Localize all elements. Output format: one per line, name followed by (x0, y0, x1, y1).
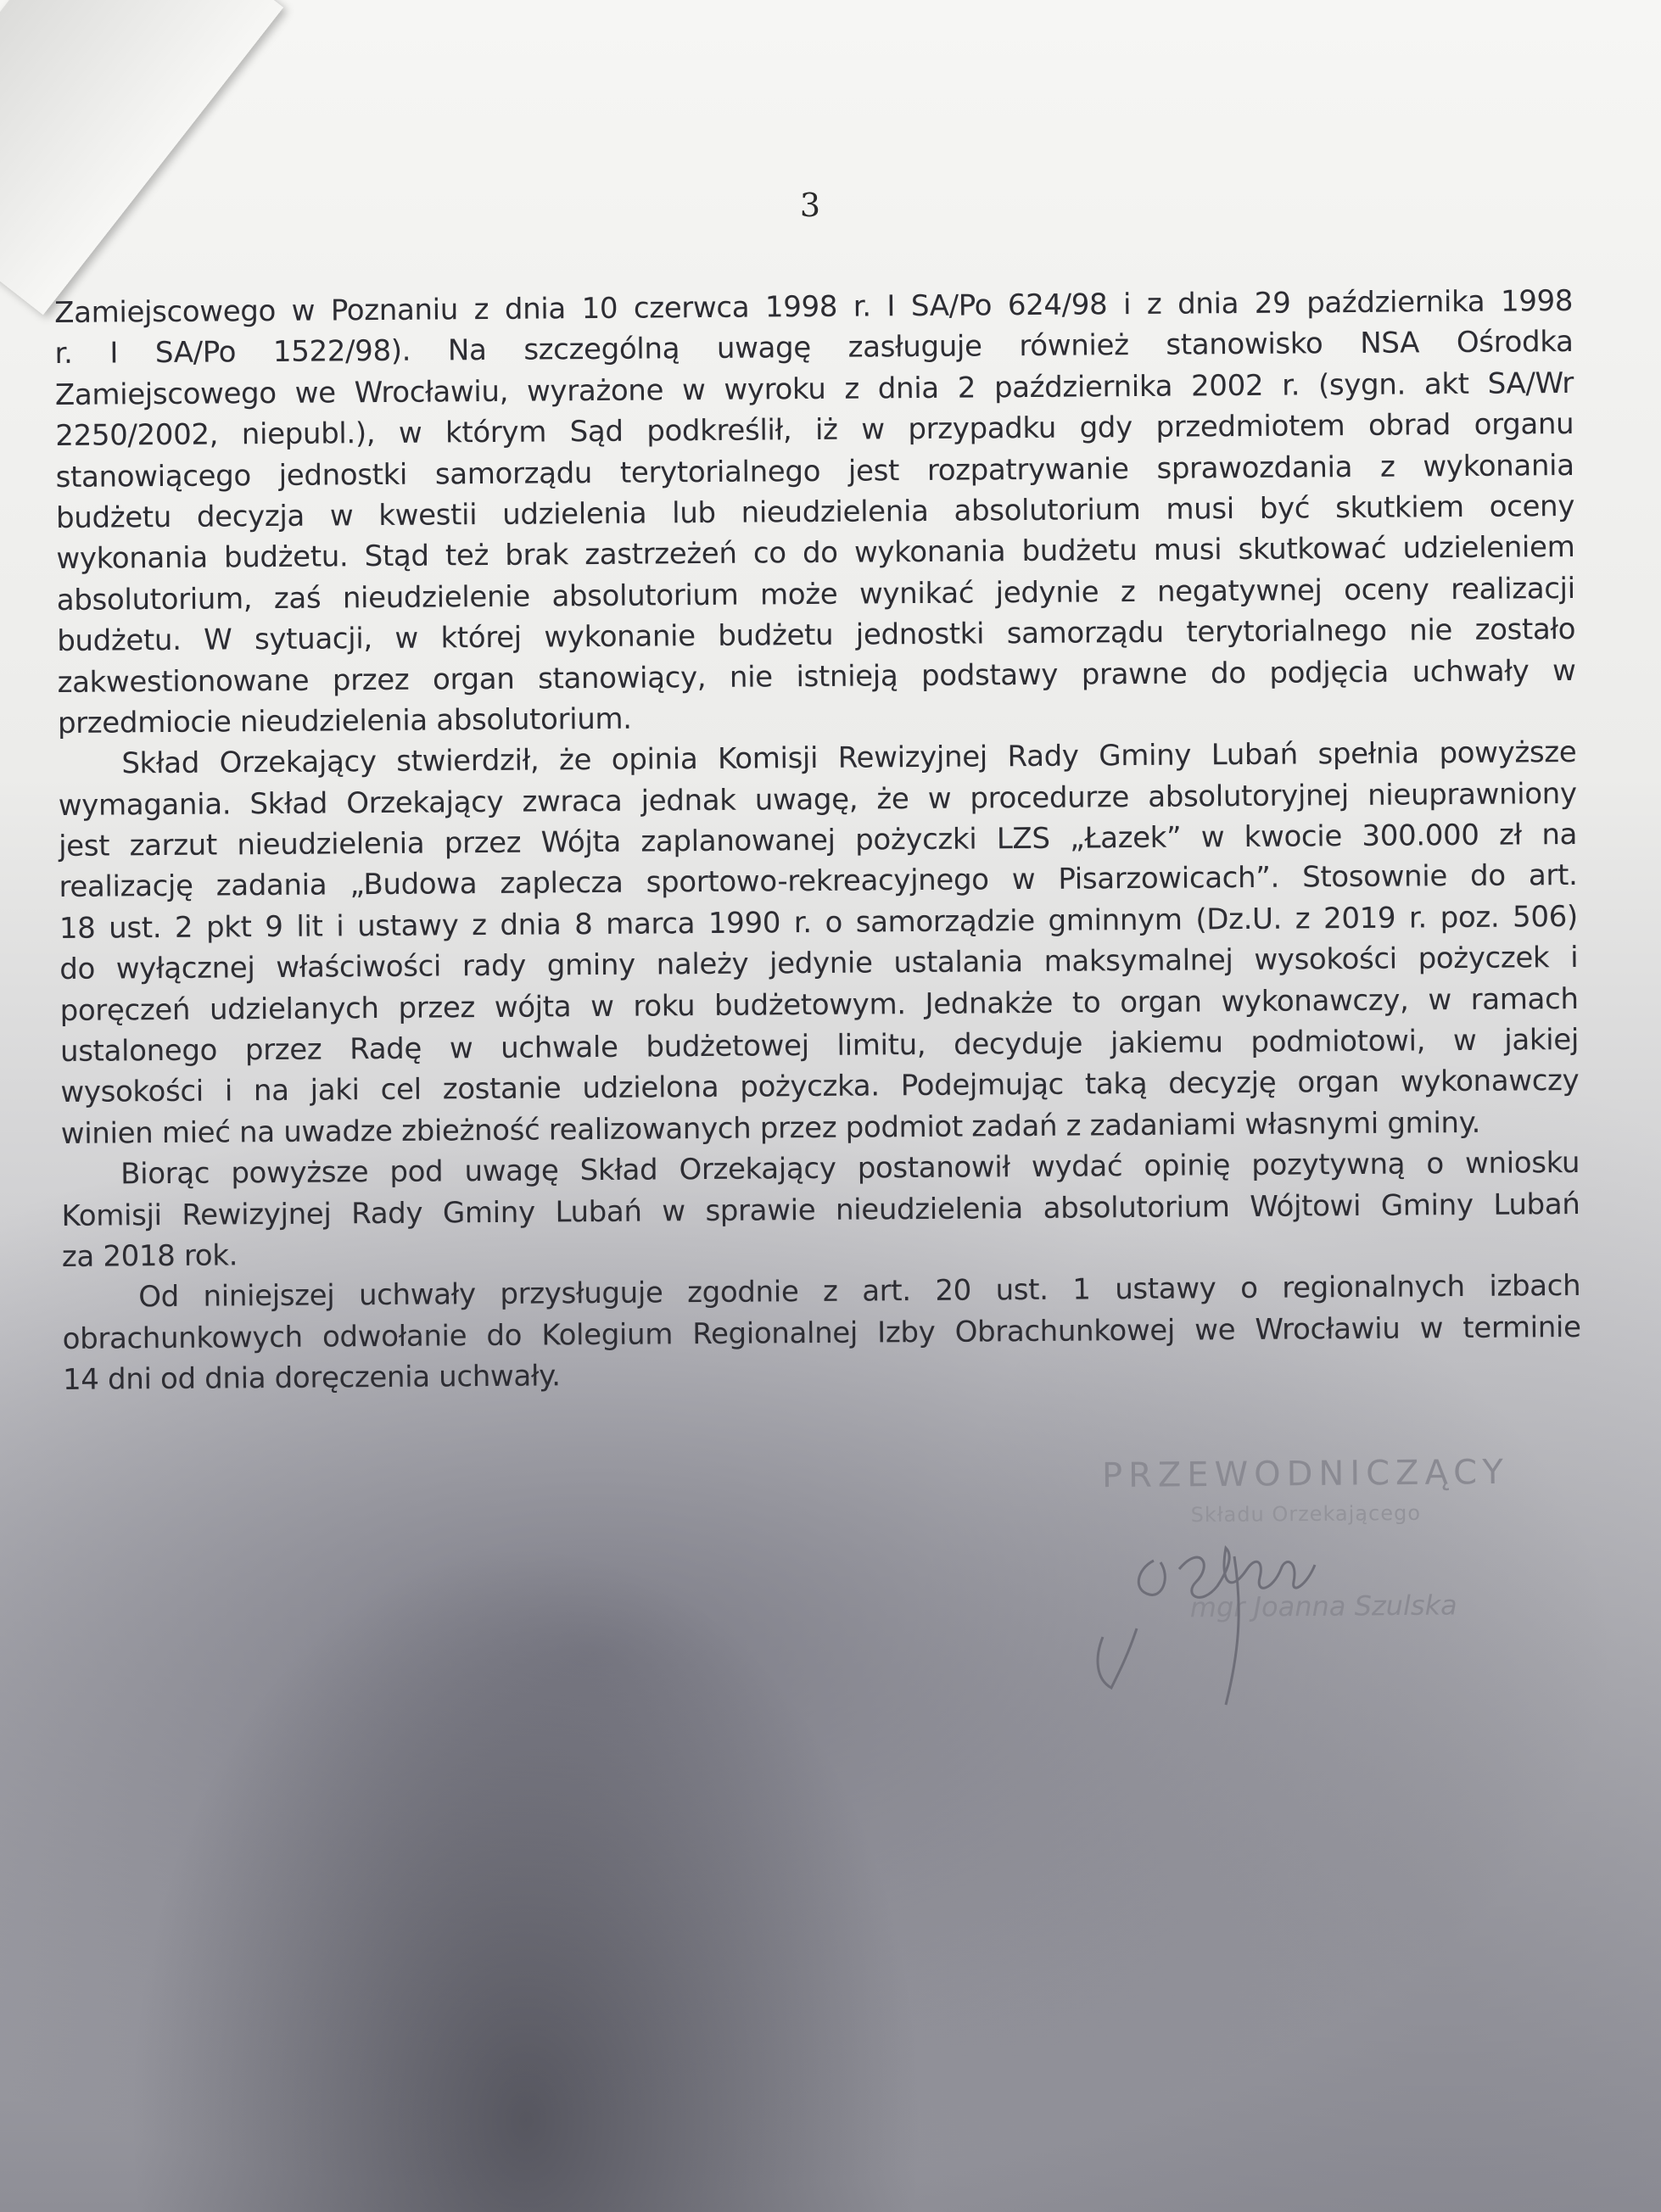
text-line: wykonania budżetu. Stąd też brak zastrzeżeń co do wykonania budżetu musi skutkować udzieleniem (56, 530, 1575, 577)
text-line: wysokości i na jaki cel zostanie udzielona pożyczka. Podejmując taką decyzję organ wykonawczy (60, 1064, 1580, 1110)
text-line: Biorąc powyższe pod uwagę Skład Orzekający postanowił wydać opinię pozytywną o wniosku (120, 1146, 1580, 1192)
document-body (54, 281, 1581, 1401)
signature-stroke (1098, 1628, 1137, 1688)
page-number: 3 (799, 187, 821, 224)
text-line: Komisji Rewizyjnej Rady Gminy Lubań w sprawie nieudzielenia absolutorium Wójtowi Gminy Lubań (61, 1187, 1580, 1233)
text-line: absolutorium, zaś nieudzielenie absolutorium może wynikać jedynie z negatywnej oceny realizacji (56, 571, 1575, 617)
text-line: do wyłącznej właściwości rady gminy należy jedynie ustalania maksymalnej wysokości pożyczek i (59, 941, 1579, 987)
text-line: 18 ust. 2 pkt 9 lit i ustawy z dnia 8 marca 1990 r. o samorządzie gminnym (Dz.U. z 2019 r. poz. 506) (59, 899, 1578, 946)
text-line: 14 dni od dnia doręczenia uchwały. (62, 1359, 561, 1398)
text-line: budżetu decyzja w kwestii udzielenia lub nieudzielenia absolutorium musi być skutkiem oceny (55, 489, 1575, 535)
text-line: ustalonego przez Radę w uchwale budżetowej limitu, decyduje jakiemu podmiotowi, w jakiej (59, 1022, 1580, 1070)
stamp-name: mgr Joanna Szulska (1189, 1589, 1457, 1624)
text-line: Od niniejszej uchwały przysługuje zgodnie z art. 20 ust. 1 ustawy o regionalnych izbach (138, 1269, 1581, 1315)
text-line: za 2018 rok. (61, 1238, 238, 1274)
text-line: Zamiejscowego we Wrocławiu, wyrażone w wyroku z dnia 2 października 2002 r. (sygn. akt SA/Wr (54, 366, 1574, 412)
text-line: Zamiejscowego w Poznaniu z dnia 10 czerwca 1998 r. I SA/Po 624/98 i z dnia 29 października 1998 (54, 283, 1574, 330)
stamp-subtitle: Składu Orzekającego (1190, 1500, 1422, 1528)
text-line: obrachunkowych odwołanie do Kolegium Regionalnej Izby Obrachunkowej we Wrocławiu w terminie (62, 1310, 1581, 1356)
text-line: r. I SA/Po 1522/98). Na szczególną uwagę zasługuje również stanowisko NSA Ośrodka (54, 325, 1574, 371)
page-corner-fold (0, 0, 283, 315)
text-line: stanowiącego jednostki samorządu terytorialnego jest rozpatrywanie sprawozdania z wykonania (55, 448, 1574, 494)
text-line: przedmiocie nieudzielenia absolutorium. (57, 701, 632, 740)
text-line: jest zarzut nieudzielenia przez Wójta zaplanowanej pożyczki LZS „Łazek” w kwocie 300.000 zł na (58, 818, 1578, 864)
text-line: Skład Orzekający stwierdził, że opinia Komisji Rewizyjnej Rady Gminy Lubań spełnia powyższe (121, 735, 1577, 781)
text-line: 2250/2002, niepubl.), w którym Sąd podkreślił, iż w przypadku gdy przedmiotem obrad organu (55, 407, 1574, 454)
text-line: budżetu. W sytuacji, w której wykonanie budżetu jednostki samorządu terytorialnego nie zostało (57, 612, 1576, 659)
text-line: realizację zadania „Budowa zaplecza sportowo-rekreacyjnego w Pisarzowicach”. Stosownie do art. (59, 858, 1578, 905)
stamp-title: PRZEWODNICZĄCY (1101, 1452, 1509, 1496)
text-line: poręczeń udzielanych przez wójta w roku budżetowym. Jednakże to organ wykonawczy, w ramach (59, 981, 1579, 1028)
signature-stroke (1179, 1548, 1315, 1597)
text-line: zakwestionowane przez organ stanowiący, nie istnieją podstawy prawne do podjęcia uchwały w (57, 653, 1576, 700)
signature-stroke (1138, 1561, 1165, 1595)
handwritten-signature (1052, 1510, 1442, 1713)
text-line: wymagania. Skład Orzekający zwraca jednak uwagę, że w procedurze absolutoryjnej nieuprawniony (58, 776, 1577, 823)
text-line: winien mieć na uwadze zbieżność realizowanych przez podmiot zadań z zadaniami własnymi gminy. (60, 1105, 1481, 1151)
